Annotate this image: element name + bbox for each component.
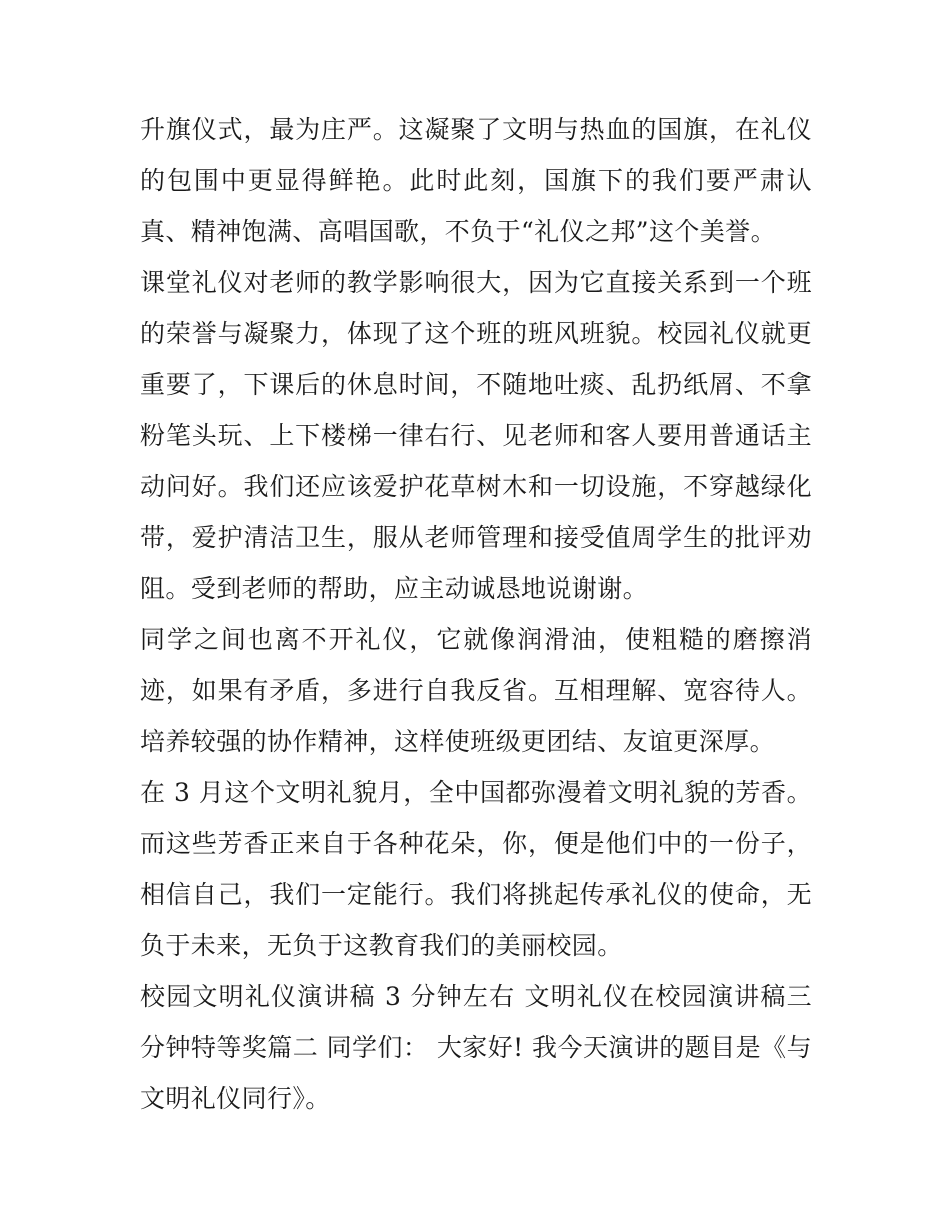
paragraph-classmates-etiquette: 同学之间也离不开礼仪，它就像润滑油，使粗糙的磨擦消迹，如果有矛盾，多进行自我反省。互相理解、宽容待人。培养较强的协作精神，这样使班级更团结、友谊更深厚。 xyxy=(140,625,812,756)
paragraph-flag-ceremony: 升旗仪式，最为庄严。这凝聚了文明与热血的国旗，在礼仪的包围中更显得鲜艳。此时此刻，国旗下的我们要严肃认真、精神饱满、高唱国歌，不负于“礼仪之邦”这个美誉。 xyxy=(140,115,812,246)
document-body xyxy=(140,104,812,1124)
paragraph-speech-title: 校园文明礼仪演讲稿 3 分钟左右 文明礼仪在校园演讲稿三分钟特等奖篇二 同学们： 大家好! 我今天演讲的题目是《与文明礼仪同行》。 xyxy=(140,982,812,1113)
paragraph-civility-month: 在 3 月这个文明礼貌月，全中国都弥漫着文明礼貌的芳香。而这些芳香正来自于各种花朵，你，便是他们中的一份子，相信自己，我们一定能行。我们将挑起传承礼仪的使命，无负于未来，无负于这教育我们的美丽校园。 xyxy=(140,778,812,960)
paragraph-classroom-etiquette: 课堂礼仪对老师的教学影响很大，因为它直接关系到一个班的荣誉与凝聚力，体现了这个班的班风班貌。校园礼仪就更重要了，下课后的休息时间，不随地吐痰、乱扔纸屑、不拿粉笔头玩、上下楼梯一律右行、见老师和客人要用普通话主动问好。我们还应该爱护花草树木和一切设施，不穿越绿化带，爱护清洁卫生，服从老师管理和接受值周学生的批评劝阻。受到老师的帮助，应主动诚恳地说谢谢。 xyxy=(140,268,812,603)
